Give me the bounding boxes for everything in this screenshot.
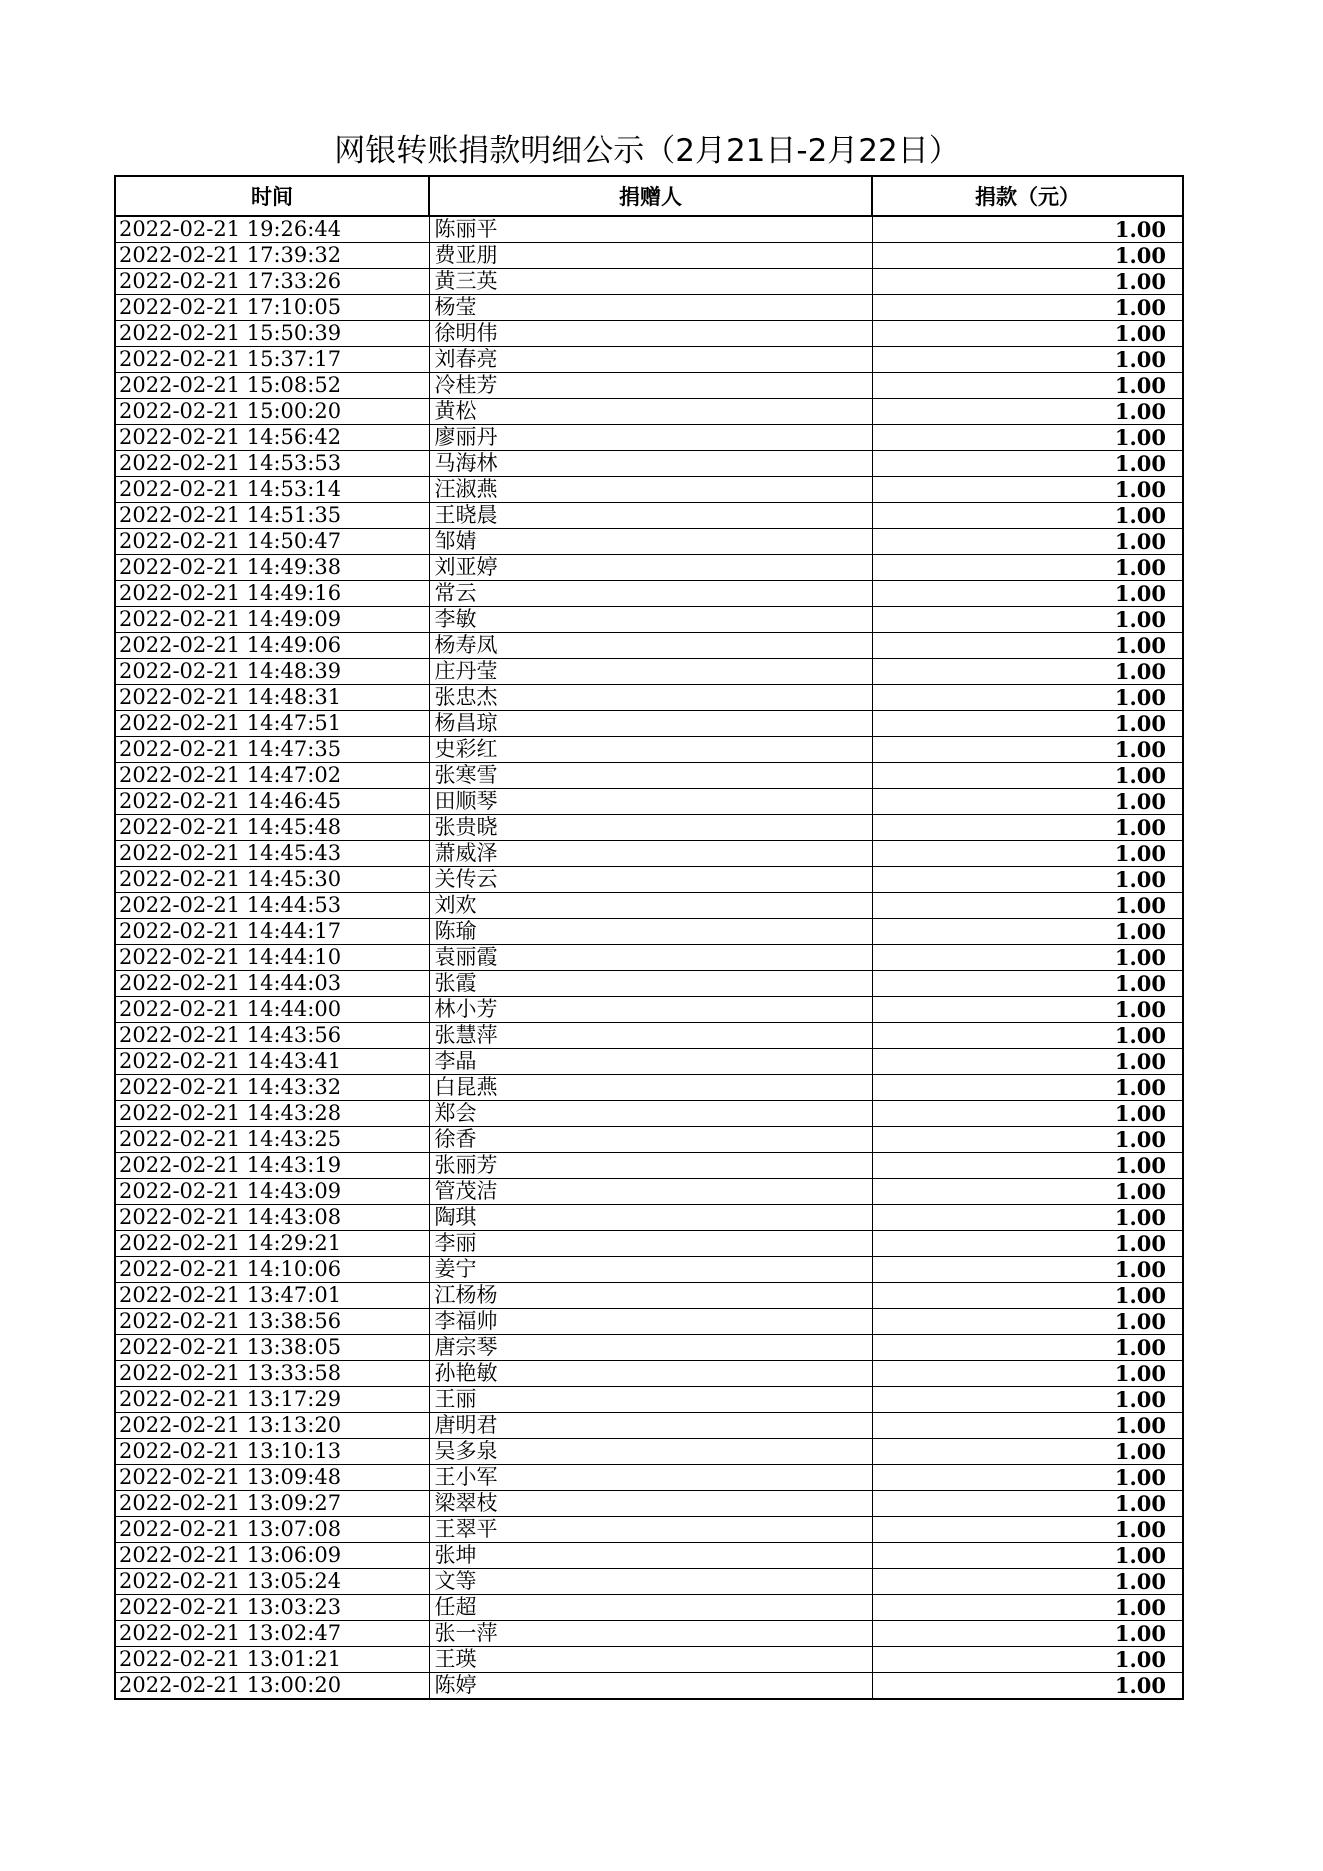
time-cell: 2022-02-21 14:43:08 (115, 1205, 429, 1231)
donor-cell: 邹婧 (429, 529, 872, 555)
time-cell: 2022-02-21 14:50:47 (115, 529, 429, 555)
donor-cell: 王晓晨 (429, 503, 872, 529)
donor-cell: 徐明伟 (429, 321, 872, 347)
time-cell: 2022-02-21 14:43:25 (115, 1127, 429, 1153)
table-row (115, 1543, 1183, 1569)
table-row (115, 1049, 1183, 1075)
table-row (115, 633, 1183, 659)
table-row (115, 1439, 1183, 1465)
table-row (115, 997, 1183, 1023)
time-cell: 2022-02-21 14:48:39 (115, 659, 429, 685)
time-cell: 2022-02-21 14:53:14 (115, 477, 429, 503)
table-row (115, 1595, 1183, 1621)
donor-cell: 江杨杨 (429, 1283, 872, 1309)
amount-cell: 1.00 (872, 971, 1183, 997)
time-cell: 2022-02-21 15:08:52 (115, 373, 429, 399)
donor-cell: 任超 (429, 1595, 872, 1621)
amount-cell: 1.00 (872, 685, 1183, 711)
time-cell: 2022-02-21 13:38:56 (115, 1309, 429, 1335)
donor-cell: 王小军 (429, 1465, 872, 1491)
donor-cell: 常云 (429, 581, 872, 607)
table-row (115, 1517, 1183, 1543)
table-row (115, 1127, 1183, 1153)
amount-cell: 1.00 (872, 1621, 1183, 1647)
amount-cell: 1.00 (872, 737, 1183, 763)
amount-cell: 1.00 (872, 1179, 1183, 1205)
table-row (115, 1491, 1183, 1517)
time-cell: 2022-02-21 14:49:06 (115, 633, 429, 659)
donor-cell: 孙艳敏 (429, 1361, 872, 1387)
amount-cell: 1.00 (872, 1569, 1183, 1595)
table-row (115, 607, 1183, 633)
time-cell: 2022-02-21 15:50:39 (115, 321, 429, 347)
donor-cell: 王瑛 (429, 1647, 872, 1673)
donor-cell: 李丽 (429, 1231, 872, 1257)
amount-cell: 1.00 (872, 1647, 1183, 1673)
table-header (115, 176, 1183, 216)
table-row (115, 685, 1183, 711)
time-cell: 2022-02-21 14:43:09 (115, 1179, 429, 1205)
amount-cell: 1.00 (872, 1023, 1183, 1049)
amount-cell: 1.00 (872, 1283, 1183, 1309)
table-row (115, 659, 1183, 685)
donor-cell: 陶琪 (429, 1205, 872, 1231)
donor-cell: 黄松 (429, 399, 872, 425)
table-row (115, 893, 1183, 919)
donor-cell: 刘春亮 (429, 347, 872, 373)
table-row (115, 1257, 1183, 1283)
donor-cell: 关传云 (429, 867, 872, 893)
time-cell: 2022-02-21 13:06:09 (115, 1543, 429, 1569)
donor-cell: 杨昌琼 (429, 711, 872, 737)
time-cell: 2022-02-21 14:53:53 (115, 451, 429, 477)
time-cell: 2022-02-21 13:47:01 (115, 1283, 429, 1309)
time-cell: 2022-02-21 14:56:42 (115, 425, 429, 451)
table-row (115, 1569, 1183, 1595)
table-row (115, 581, 1183, 607)
donor-cell: 王丽 (429, 1387, 872, 1413)
table-row (115, 1283, 1183, 1309)
donor-cell: 吴多泉 (429, 1439, 872, 1465)
time-cell: 2022-02-21 13:05:24 (115, 1569, 429, 1595)
table-row (115, 711, 1183, 737)
amount-cell: 1.00 (872, 1673, 1183, 1700)
time-cell: 2022-02-21 14:43:28 (115, 1101, 429, 1127)
donor-cell: 张丽芳 (429, 1153, 872, 1179)
time-cell: 2022-02-21 13:09:48 (115, 1465, 429, 1491)
table-row (115, 477, 1183, 503)
time-cell: 2022-02-21 14:44:10 (115, 945, 429, 971)
table-row (115, 1153, 1183, 1179)
amount-cell: 1.00 (872, 1205, 1183, 1231)
table-row (115, 841, 1183, 867)
donor-cell: 姜宁 (429, 1257, 872, 1283)
amount-cell: 1.00 (872, 711, 1183, 737)
donor-cell: 马海林 (429, 451, 872, 477)
donor-cell: 萧威泽 (429, 841, 872, 867)
time-cell: 2022-02-21 14:44:03 (115, 971, 429, 997)
donor-cell: 唐明君 (429, 1413, 872, 1439)
table-row (115, 1205, 1183, 1231)
table-row (115, 1387, 1183, 1413)
time-cell: 2022-02-21 14:44:00 (115, 997, 429, 1023)
amount-cell: 1.00 (872, 1309, 1183, 1335)
time-cell: 2022-02-21 14:49:38 (115, 555, 429, 581)
donor-cell: 张忠杰 (429, 685, 872, 711)
donor-cell: 李晶 (429, 1049, 872, 1075)
donor-cell: 张贵晓 (429, 815, 872, 841)
column-header-amount: 捐款（元） (872, 176, 1183, 216)
donor-cell: 白昆燕 (429, 1075, 872, 1101)
table-row (115, 763, 1183, 789)
amount-cell: 1.00 (872, 295, 1183, 321)
time-cell: 2022-02-21 14:51:35 (115, 503, 429, 529)
table-row (115, 1075, 1183, 1101)
table-row (115, 243, 1183, 269)
table-row (115, 867, 1183, 893)
amount-cell: 1.00 (872, 1361, 1183, 1387)
amount-cell: 1.00 (872, 841, 1183, 867)
amount-cell: 1.00 (872, 893, 1183, 919)
amount-cell: 1.00 (872, 529, 1183, 555)
time-cell: 2022-02-21 17:10:05 (115, 295, 429, 321)
time-cell: 2022-02-21 14:43:41 (115, 1049, 429, 1075)
time-cell: 2022-02-21 14:43:56 (115, 1023, 429, 1049)
time-cell: 2022-02-21 13:17:29 (115, 1387, 429, 1413)
table-row (115, 1673, 1183, 1700)
column-header-time: 时间 (115, 176, 429, 216)
time-cell: 2022-02-21 14:47:35 (115, 737, 429, 763)
donor-cell: 张霞 (429, 971, 872, 997)
donor-cell: 张慧萍 (429, 1023, 872, 1049)
amount-cell: 1.00 (872, 503, 1183, 529)
time-cell: 2022-02-21 14:45:30 (115, 867, 429, 893)
donor-cell: 刘欢 (429, 893, 872, 919)
amount-cell: 1.00 (872, 919, 1183, 945)
table-row (115, 1621, 1183, 1647)
table-row (115, 529, 1183, 555)
table-row (115, 945, 1183, 971)
amount-cell: 1.00 (872, 1543, 1183, 1569)
donor-cell: 张寒雪 (429, 763, 872, 789)
amount-cell: 1.00 (872, 1335, 1183, 1361)
amount-cell: 1.00 (872, 815, 1183, 841)
donor-cell: 冷桂芳 (429, 373, 872, 399)
time-cell: 2022-02-21 14:49:16 (115, 581, 429, 607)
time-cell: 2022-02-21 13:09:27 (115, 1491, 429, 1517)
time-cell: 2022-02-21 15:00:20 (115, 399, 429, 425)
time-cell: 2022-02-21 13:03:23 (115, 1595, 429, 1621)
donor-cell: 庄丹莹 (429, 659, 872, 685)
time-cell: 2022-02-21 14:48:31 (115, 685, 429, 711)
amount-cell: 1.00 (872, 789, 1183, 815)
column-header-donor: 捐赠人 (429, 176, 872, 216)
amount-cell: 1.00 (872, 477, 1183, 503)
donor-cell: 郑会 (429, 1101, 872, 1127)
time-cell: 2022-02-21 17:33:26 (115, 269, 429, 295)
table-row (115, 399, 1183, 425)
time-cell: 2022-02-21 13:38:05 (115, 1335, 429, 1361)
donor-cell: 陈婷 (429, 1673, 872, 1700)
time-cell: 2022-02-21 14:43:19 (115, 1153, 429, 1179)
page-title: 网银转账捐款明细公示（2月21日-2月22日） (334, 133, 960, 169)
donor-cell: 杨莹 (429, 295, 872, 321)
amount-cell: 1.00 (872, 243, 1183, 269)
time-cell: 2022-02-21 13:13:20 (115, 1413, 429, 1439)
table-row (115, 1361, 1183, 1387)
table-row (115, 425, 1183, 451)
table-row (115, 971, 1183, 997)
time-cell: 2022-02-21 13:10:13 (115, 1439, 429, 1465)
amount-cell: 1.00 (872, 1101, 1183, 1127)
table-row (115, 216, 1183, 243)
donor-cell: 廖丽丹 (429, 425, 872, 451)
amount-cell: 1.00 (872, 373, 1183, 399)
amount-cell: 1.00 (872, 216, 1183, 243)
donor-cell: 黄三英 (429, 269, 872, 295)
amount-cell: 1.00 (872, 1439, 1183, 1465)
amount-cell: 1.00 (872, 763, 1183, 789)
time-cell: 2022-02-21 14:44:17 (115, 919, 429, 945)
time-cell: 2022-02-21 13:02:47 (115, 1621, 429, 1647)
donor-cell: 徐香 (429, 1127, 872, 1153)
amount-cell: 1.00 (872, 1465, 1183, 1491)
amount-cell: 1.00 (872, 321, 1183, 347)
donation-table (114, 175, 1184, 1700)
donor-cell: 陈瑜 (429, 919, 872, 945)
table-row (115, 815, 1183, 841)
time-cell: 2022-02-21 14:46:45 (115, 789, 429, 815)
donor-cell: 袁丽霞 (429, 945, 872, 971)
table-row (115, 451, 1183, 477)
donor-cell: 张坤 (429, 1543, 872, 1569)
amount-cell: 1.00 (872, 945, 1183, 971)
header-row (115, 176, 1183, 216)
amount-cell: 1.00 (872, 633, 1183, 659)
time-cell: 2022-02-21 14:44:53 (115, 893, 429, 919)
donor-cell: 杨寿凤 (429, 633, 872, 659)
time-cell: 2022-02-21 14:29:21 (115, 1231, 429, 1257)
amount-cell: 1.00 (872, 451, 1183, 477)
amount-cell: 1.00 (872, 1387, 1183, 1413)
amount-cell: 1.00 (872, 269, 1183, 295)
donor-cell: 田顺琴 (429, 789, 872, 815)
amount-cell: 1.00 (872, 1491, 1183, 1517)
table-row (115, 269, 1183, 295)
donor-cell: 汪淑燕 (429, 477, 872, 503)
time-cell: 2022-02-21 14:43:32 (115, 1075, 429, 1101)
amount-cell: 1.00 (872, 867, 1183, 893)
donor-cell: 陈丽平 (429, 216, 872, 243)
time-cell: 2022-02-21 14:45:48 (115, 815, 429, 841)
table-row (115, 789, 1183, 815)
amount-cell: 1.00 (872, 425, 1183, 451)
amount-cell: 1.00 (872, 347, 1183, 373)
table-row (115, 737, 1183, 763)
donor-cell: 张一萍 (429, 1621, 872, 1647)
table-row (115, 1101, 1183, 1127)
table-row (115, 919, 1183, 945)
donor-cell: 管茂洁 (429, 1179, 872, 1205)
time-cell: 2022-02-21 13:00:20 (115, 1673, 429, 1700)
time-cell: 2022-02-21 13:07:08 (115, 1517, 429, 1543)
amount-cell: 1.00 (872, 1517, 1183, 1543)
donor-cell: 林小芳 (429, 997, 872, 1023)
time-cell: 2022-02-21 14:49:09 (115, 607, 429, 633)
time-cell: 2022-02-21 19:26:44 (115, 216, 429, 243)
donor-cell: 王翠平 (429, 1517, 872, 1543)
amount-cell: 1.00 (872, 1231, 1183, 1257)
amount-cell: 1.00 (872, 1153, 1183, 1179)
table-row (115, 503, 1183, 529)
time-cell: 2022-02-21 14:10:06 (115, 1257, 429, 1283)
time-cell: 2022-02-21 14:45:43 (115, 841, 429, 867)
donor-cell: 费亚朋 (429, 243, 872, 269)
time-cell: 2022-02-21 13:01:21 (115, 1647, 429, 1673)
table-row (115, 1335, 1183, 1361)
table-row (115, 1465, 1183, 1491)
amount-cell: 1.00 (872, 1413, 1183, 1439)
table-row (115, 1231, 1183, 1257)
amount-cell: 1.00 (872, 607, 1183, 633)
time-cell: 2022-02-21 17:39:32 (115, 243, 429, 269)
amount-cell: 1.00 (872, 1127, 1183, 1153)
time-cell: 2022-02-21 13:33:58 (115, 1361, 429, 1387)
donor-cell: 梁翠枝 (429, 1491, 872, 1517)
amount-cell: 1.00 (872, 399, 1183, 425)
table-body (115, 216, 1183, 1699)
table-row (115, 295, 1183, 321)
time-cell: 2022-02-21 14:47:51 (115, 711, 429, 737)
amount-cell: 1.00 (872, 997, 1183, 1023)
donor-cell: 文等 (429, 1569, 872, 1595)
table-row (115, 373, 1183, 399)
table-row (115, 321, 1183, 347)
table-row (115, 1023, 1183, 1049)
donor-cell: 唐宗琴 (429, 1335, 872, 1361)
table-row (115, 347, 1183, 373)
amount-cell: 1.00 (872, 1075, 1183, 1101)
amount-cell: 1.00 (872, 1257, 1183, 1283)
table-row (115, 1309, 1183, 1335)
amount-cell: 1.00 (872, 1595, 1183, 1621)
amount-cell: 1.00 (872, 659, 1183, 685)
time-cell: 2022-02-21 15:37:17 (115, 347, 429, 373)
donor-cell: 刘亚婷 (429, 555, 872, 581)
amount-cell: 1.00 (872, 581, 1183, 607)
table-row (115, 1413, 1183, 1439)
table-row (115, 1647, 1183, 1673)
time-cell: 2022-02-21 14:47:02 (115, 763, 429, 789)
amount-cell: 1.00 (872, 555, 1183, 581)
amount-cell: 1.00 (872, 1049, 1183, 1075)
table-row (115, 555, 1183, 581)
table-row (115, 1179, 1183, 1205)
donor-cell: 李福帅 (429, 1309, 872, 1335)
donor-cell: 李敏 (429, 607, 872, 633)
donor-cell: 史彩红 (429, 737, 872, 763)
